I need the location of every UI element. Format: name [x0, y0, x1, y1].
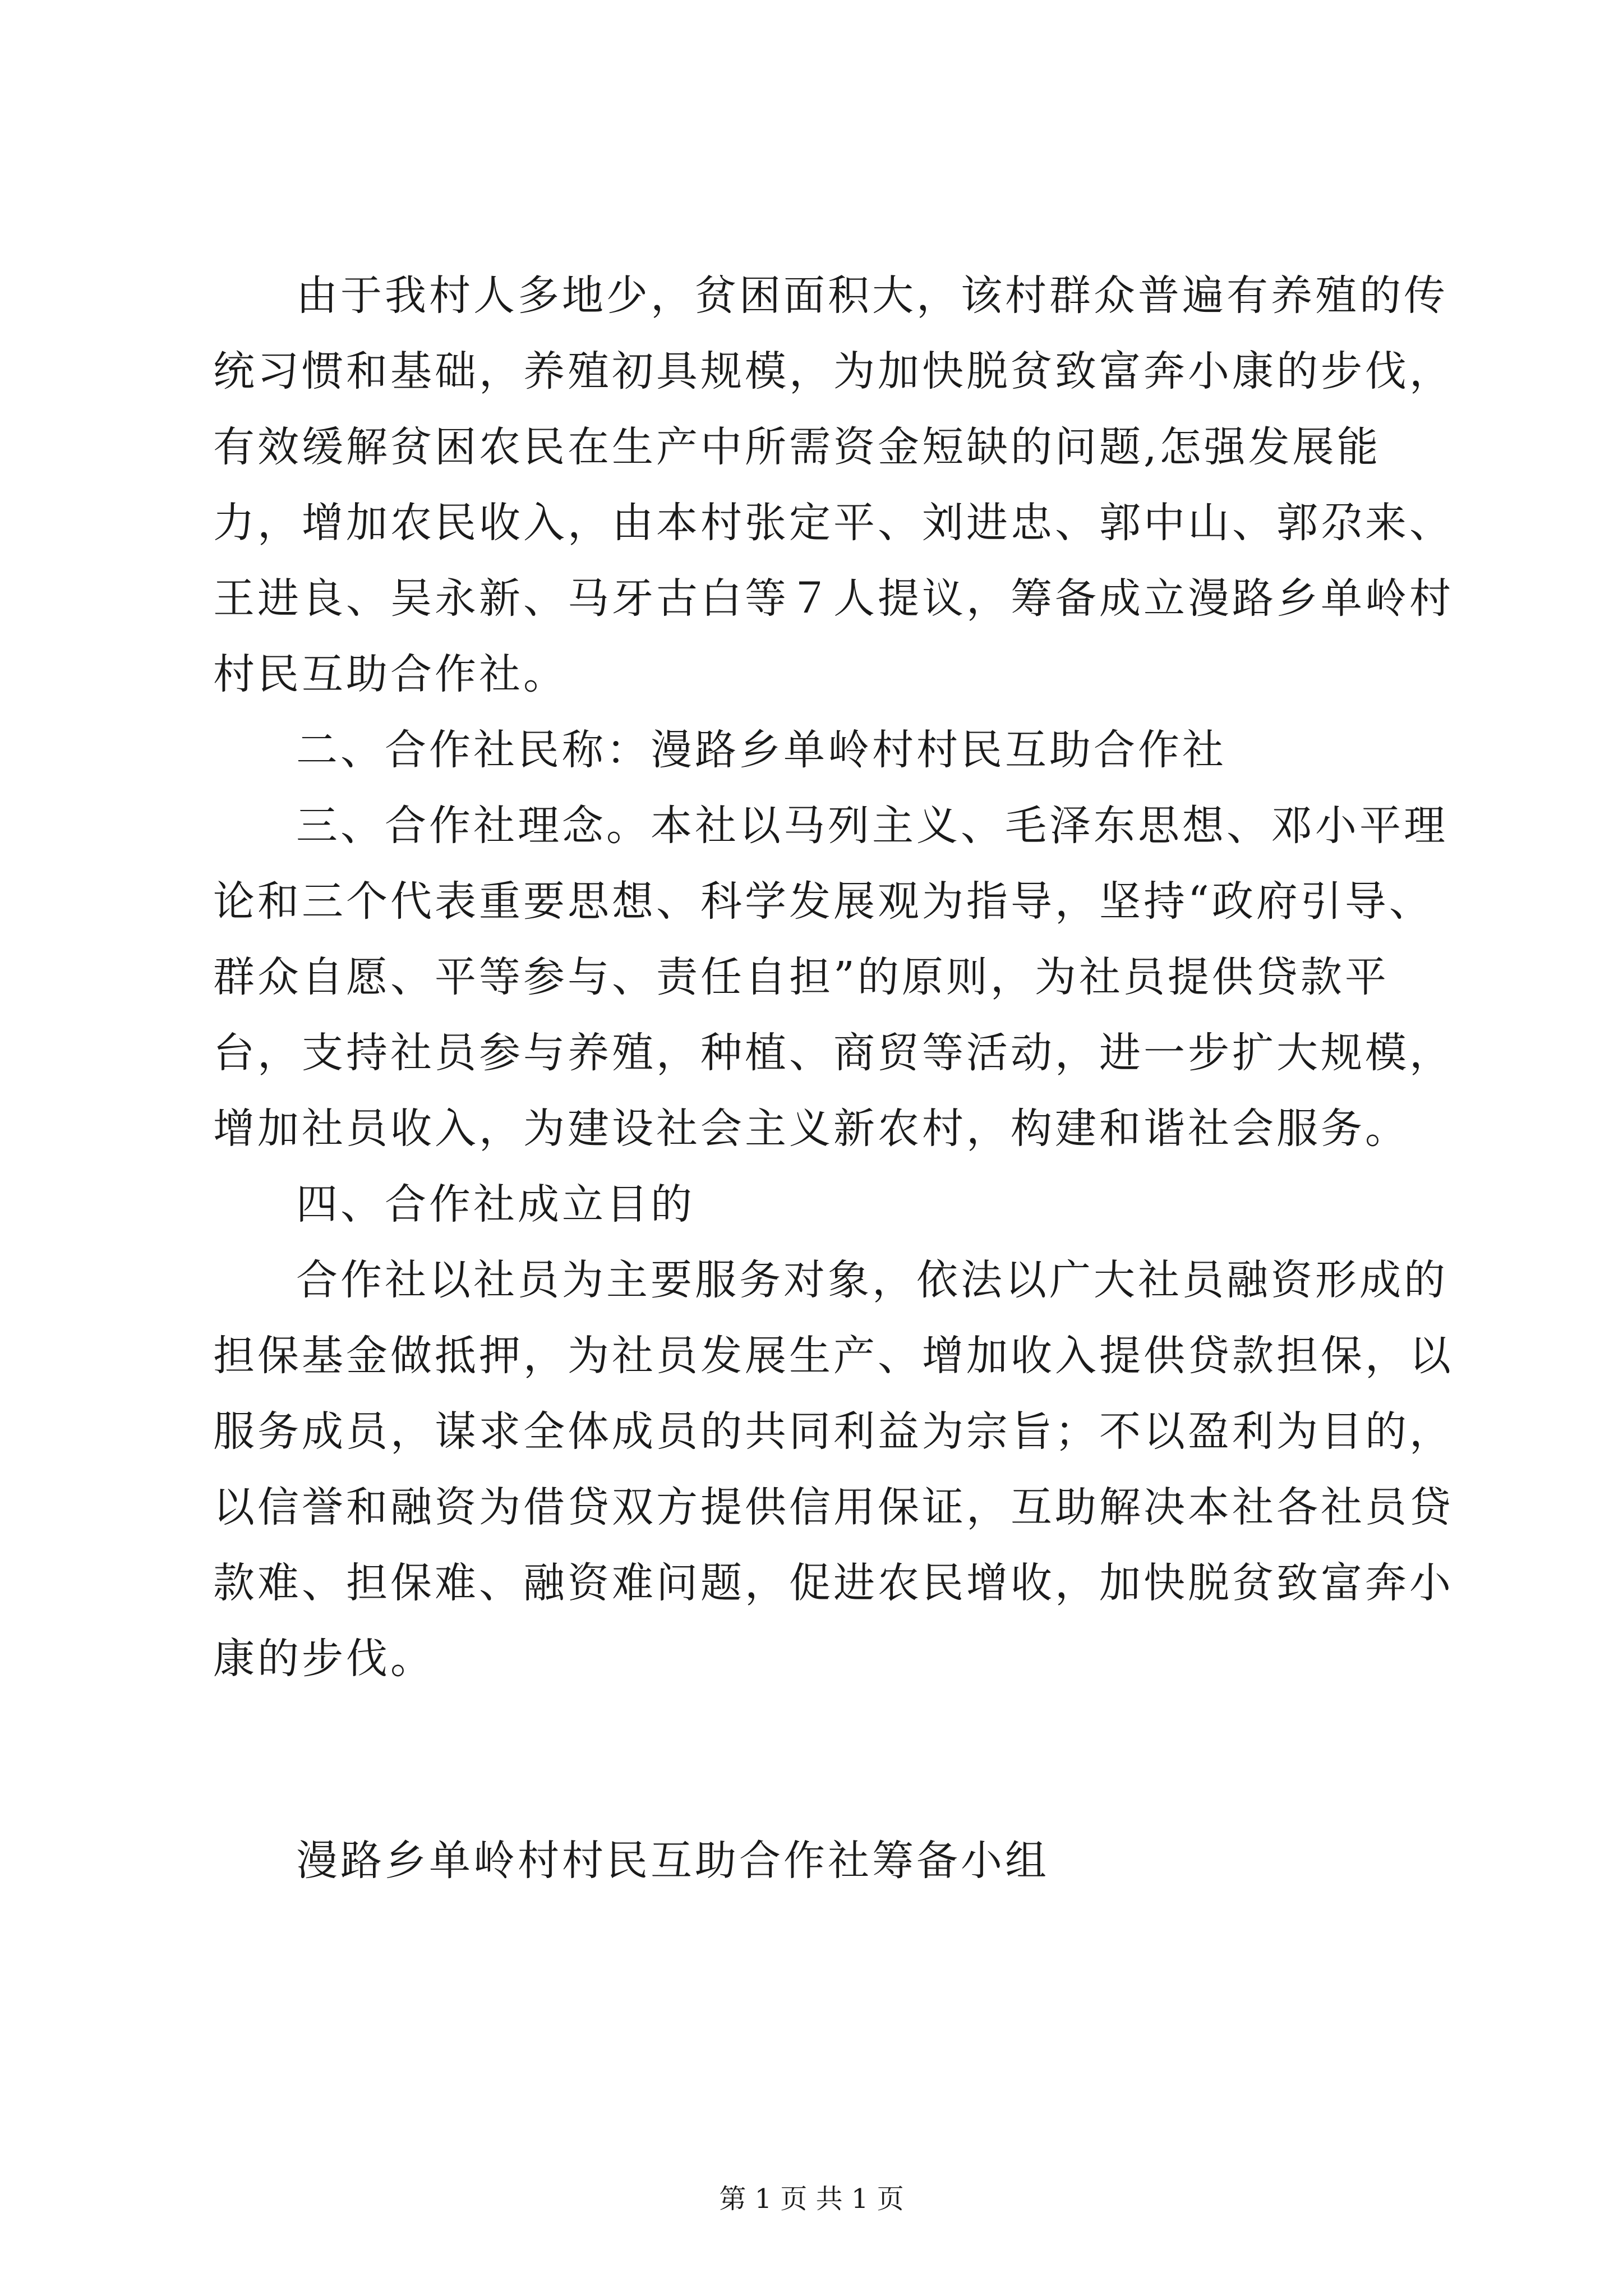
- paragraph-name: 二、合作社民称：漫路乡单岭村村民互助合作社: [296, 726, 1227, 774]
- paragraph-purpose-heading: 四、合作社成立目的: [296, 1180, 695, 1228]
- closing-signature: 漫路乡单岭村村民互助合作社筹备小组: [296, 1837, 1049, 1885]
- document-body: [213, 258, 1469, 1697]
- paragraph-philosophy: 三、合作社理念。本社以马列主义、毛泽东思想、邓小平理论和三个代表重要思想、科学发展观为指导，坚持“政府引导、群众自愿、平等参与、责任自担”的原则，为社员提供贷款平台，支持社员参与养殖，种植、商贸等活动，进一步扩大规模，增加社员收入，为建设社会主义新农村，构建和谐社会服务。: [213, 802, 1454, 1153]
- page-footer: 第 1 页 共 1 页: [719, 2183, 904, 2215]
- paragraph-background: 由于我村人多地少，贫困面积大，该村群众普遍有养殖的传统习惯和基础，养殖初具规模，为加快脱贫致富奔小康的步伐，有效缓解贫困农民在生产中所需资金短缺的问题,怎强发展能力，增加农民收入，由本村张定平、刘进忠、郭中山、郭尕来、王进良、吴永新、马牙古白等７人提议，筹备成立漫路乡单岭村村民互助合作社。: [213, 272, 1454, 698]
- paragraph-purpose: 合作社以社员为主要服务对象，依法以广大社员融资形成的担保基金做抵押，为社员发展生产、增加收入提供贷款担保，以服务成员，谋求全体成员的共同利益为宗旨；不以盈利为目的，以信誉和融资为借贷双方提供信用保证，互助解决本社各社员贷款难、担保难、融资难问题，促进农民增收，加快脱贫致富奔小康的步伐。: [213, 1256, 1454, 1683]
